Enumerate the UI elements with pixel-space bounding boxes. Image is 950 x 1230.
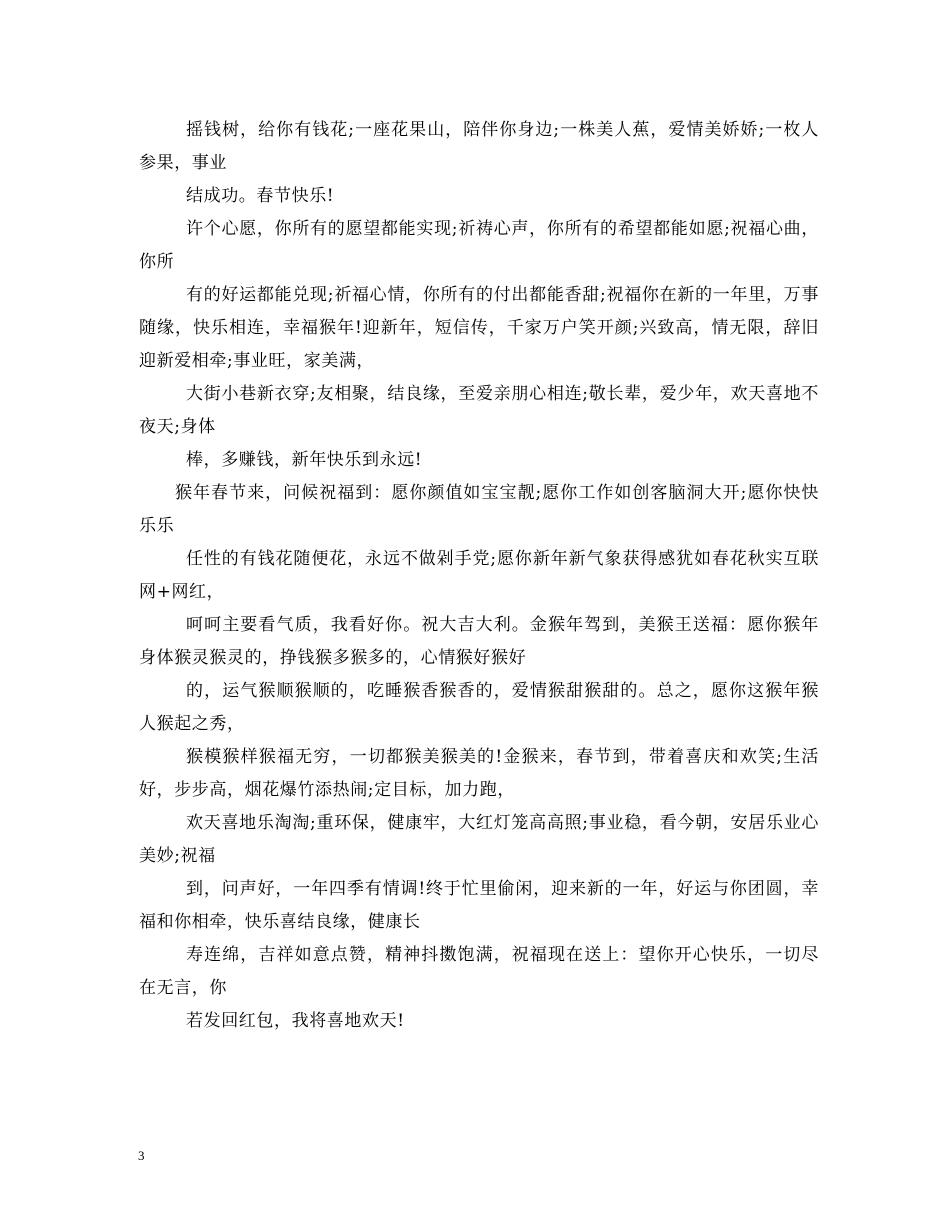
paragraph: 许个心愿，你所有的愿望都能实现;祈祷心声，你所有的希望都能如愿;祝福心曲，你所	[139, 219, 819, 272]
paragraph: 棒，多赚钱，新年快乐到永远!	[186, 450, 423, 470]
paragraph: 欢天喜地乐淘淘;重环保，健康牢，大红灯笼高高照;事业稳，看今朝，安居乐业心美妙;祝福	[139, 813, 819, 866]
paragraph: 的，运气猴顺猴顺的，吃睡猴香猴香的，爱情猴甜猴甜的。总之，愿你这猴年猴人猴起之秀，	[139, 681, 819, 734]
body-text	[139, 114, 837, 1038]
paragraph: 寿连绵，吉祥如意点赞，精神抖擞饱满，祝福现在送上：望你开心快乐，一切尽在无言，你	[139, 945, 819, 998]
paragraph: 有的好运都能兑现;祈福心情，你所有的付出都能香甜;祝福你在新的一年里，万事 随缘，快乐相连，幸福猴年!迎新年，短信传，千家万户笑开颜;兴致高，情无限，辞旧迎新爱相牵;事业旺，家美满，	[139, 285, 837, 371]
paragraph: 任性的有钱花随便花，永远不做剁手党;愿你新年新气象获得感犹如春花秋实互联网+网红，	[139, 549, 819, 602]
page-number: 3	[138, 1148, 145, 1163]
paragraph: 呵呵主要看气质，我看好你。祝大吉大利。金猴年驾到，美猴王送福：愿你猴年身体猴灵猴灵的，挣钱猴多猴多的，心情猴好猴好	[139, 615, 819, 668]
paragraph: 摇钱树，给你有钱花;一座花果山，陪伴你身边;一株美人蕉，爱情美娇娇;一枚人参果，事业	[139, 120, 819, 173]
paragraph: 若发回红包，我将喜地欢天!	[186, 1011, 405, 1031]
paragraph: 猴模猴样猴福无穷，一切都猴美猴美的!金猴来，春节到，带着喜庆和欢笑;生活好，步步高，烟花爆竹添热闹;定目标，加力跑，	[139, 747, 819, 800]
paragraph: 大街小巷新衣穿;友相聚，结良缘，至爱亲朋心相连;敬长辈，爱少年，欢天喜地不夜天;身体	[139, 384, 819, 437]
paragraph: 猴年春节来，问候祝福到：愿你颜值如宝宝靓;愿你工作如创客脑洞大开;愿你快快乐乐	[139, 483, 819, 536]
paragraph: 结成功。春节快乐!	[186, 186, 335, 206]
paragraph: 到，问声好，一年四季有情调!终于忙里偷闲，迎来新的一年，好运与你团圆，幸福和你相牵，快乐喜结良缘，健康长	[139, 879, 819, 932]
